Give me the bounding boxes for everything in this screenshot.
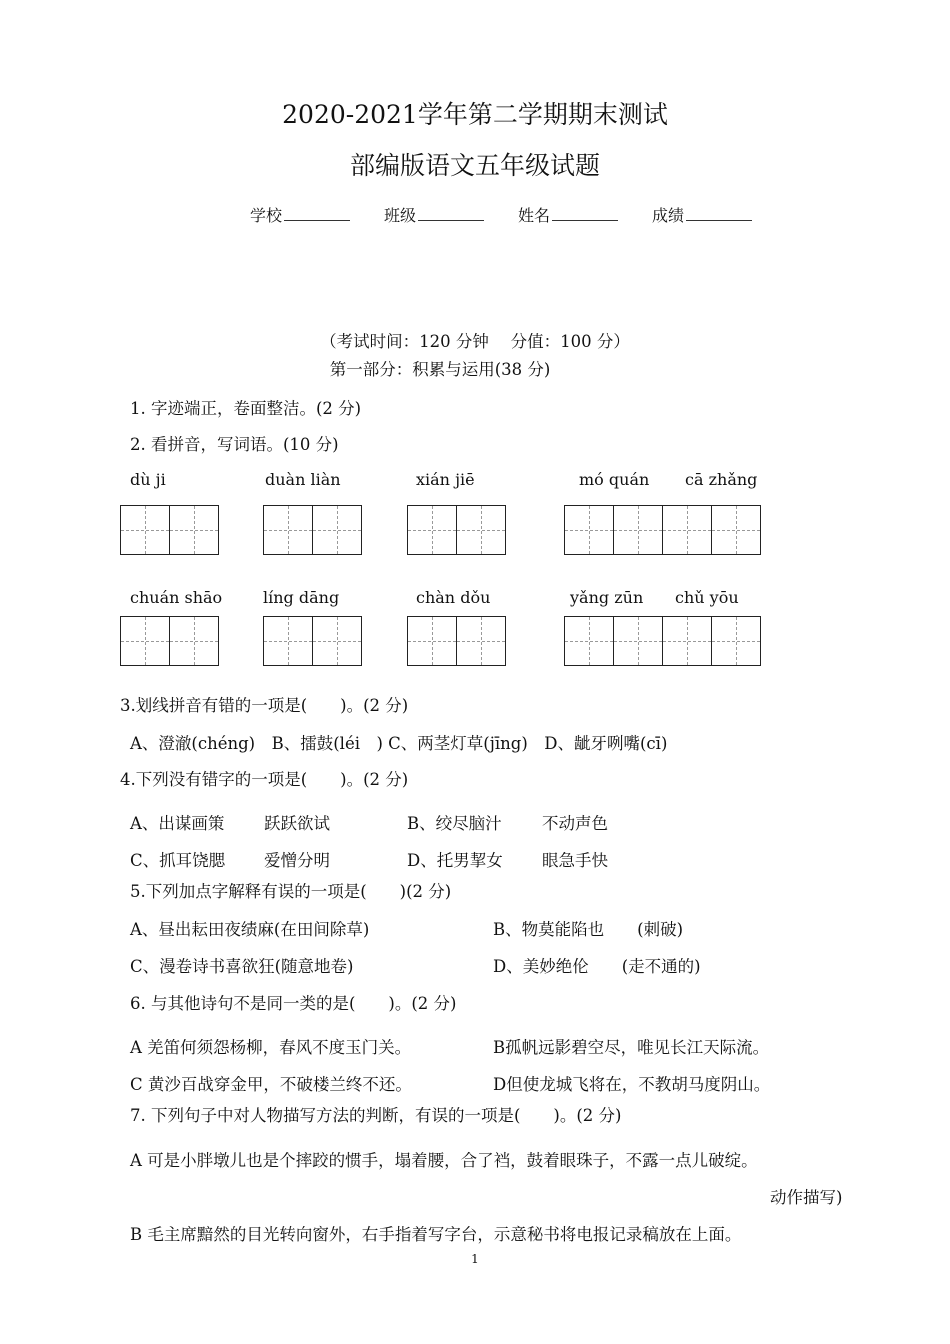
q6-option-a: A 羌笛何须怨杨柳，春风不度玉门关。 (130, 1038, 412, 1057)
q7-option-a: A 可是小胖墩儿也是个摔跤的惯手，塌着腰，合了裆，鼓着眼珠子，不露一点儿破绽。 (130, 1151, 758, 1170)
q5-option-b: B、物莫能陷也 (刺破) (493, 920, 683, 939)
pinyin-3: xián jiē (416, 470, 475, 489)
q4-option-d2: 眼急手快 (542, 851, 608, 870)
q4-option-c1: C、抓耳饶腮 (130, 851, 226, 870)
question-7: 7. 下列句子中对人物描写方法的判断，有误的一项是( )。(2 分) (130, 1106, 622, 1125)
writing-grid-1[interactable] (120, 505, 218, 555)
writing-grid-7[interactable] (407, 616, 505, 666)
q4-option-c2: 爱憎分明 (264, 851, 330, 870)
pinyin-5: cā zhǎng (685, 470, 758, 489)
part1-title: 第一部分：积累与运用(38 分) (329, 360, 551, 379)
writing-grid-2[interactable] (263, 505, 361, 555)
q7-option-b: B 毛主席黯然的目光转向窗外，右手指着写字台，示意秘书将电报记录稿放在上面。 (130, 1225, 742, 1244)
q4-option-a1: A、出谋画策 (130, 814, 225, 833)
pinyin-8: chàn dǒu (416, 588, 491, 607)
exam-info: （考试时间：120 分钟 分值：100 分） (320, 332, 630, 351)
q5-option-a: A、昼出耘田夜绩麻(在田间除草) (130, 920, 370, 939)
writing-grid-6[interactable] (263, 616, 361, 666)
q4-option-b1: B、绞尽脑汁 (407, 814, 502, 833)
writing-grid-4[interactable] (564, 505, 760, 555)
question-4: 4.下列没有错字的一项是( )。(2 分) (120, 770, 409, 789)
q5-option-d: D、美妙绝伦 (走不通的) (493, 957, 701, 976)
writing-grid-8[interactable] (564, 616, 760, 666)
pinyin-9: yǎng zūn (570, 588, 644, 607)
q4-option-d1: D、托男挈女 (407, 851, 503, 870)
field-name[interactable]: 姓名 (518, 203, 618, 226)
question-6: 6. 与其他诗句不是同一类的是( )。(2 分) (130, 994, 457, 1013)
page-number: 1 (471, 1252, 479, 1266)
question-5: 5.下列加点字解释有误的一项是( )(2 分) (130, 882, 452, 901)
q6-option-d: D但使龙城飞将在，不教胡马度阴山。 (493, 1075, 771, 1094)
question-3: 3.划线拼音有错的一项是( )。(2 分) (120, 696, 409, 715)
writing-grid-3[interactable] (407, 505, 505, 555)
field-school[interactable]: 学校 (250, 203, 350, 226)
question-2: 2. 看拼音，写词语。(10 分) (130, 435, 339, 454)
writing-grid-5[interactable] (120, 616, 218, 666)
q6-option-b: B孤帆远影碧空尽，唯见长江天际流。 (493, 1038, 770, 1057)
question-3-options: A、澄澈(chéng) B、擂鼓(léi ) C、两茎灯草(jīng) D、龇牙咧嘴(cī) (130, 734, 668, 753)
exam-subtitle: 部编版语文五年级试题 (349, 151, 600, 180)
pinyin-10: chǔ yōu (675, 588, 739, 607)
field-class[interactable]: 班级 (384, 203, 484, 226)
q5-option-c: C、漫卷诗书喜欲狂(随意地卷) (130, 957, 354, 976)
pinyin-1: dù ji (130, 470, 166, 489)
exam-title: 2020-2021学年第二学期期末测试 (282, 100, 668, 129)
pinyin-4: mó quán (579, 470, 650, 489)
pinyin-2: duàn liàn (265, 470, 341, 489)
question-1: 1. 字迹端正，卷面整洁。(2 分) (130, 399, 362, 418)
q4-option-b2: 不动声色 (542, 814, 608, 833)
field-score[interactable]: 成绩 (652, 203, 752, 226)
student-info-fields (250, 203, 752, 226)
q4-option-a2: 跃跃欲试 (264, 814, 330, 833)
pinyin-6: chuán shāo (130, 588, 223, 607)
q6-option-c: C 黄沙百战穿金甲，不破楼兰终不还。 (130, 1075, 412, 1094)
pinyin-7: líng dāng (263, 588, 340, 607)
q7-option-a-note: 动作描写) (770, 1188, 843, 1207)
